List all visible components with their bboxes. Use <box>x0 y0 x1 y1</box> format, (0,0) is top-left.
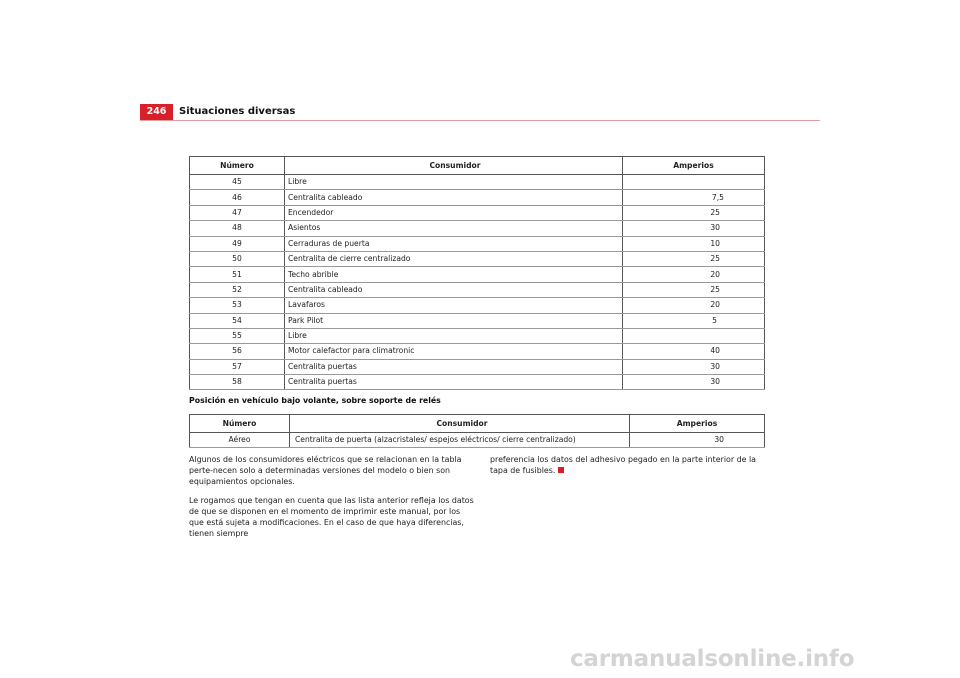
cell-amperes <box>623 328 765 343</box>
cell-number: 50 <box>190 251 285 266</box>
header-rule <box>140 120 820 121</box>
cell-consumer: Centralita puertas <box>285 375 623 390</box>
cell-consumer: Centralita cableado <box>285 190 623 205</box>
cell-consumer: Lavafaros <box>285 298 623 313</box>
table-row <box>190 328 765 343</box>
table-row <box>190 251 765 266</box>
cell-number: 54 <box>190 313 285 328</box>
note-paragraph-1: Algunos de los consumidores eléctricos que se relacionan en la tabla perte-necen solo a determinadas versiones del modelo o bien son equipamientos opcionales. <box>189 455 462 486</box>
cell-number: 52 <box>190 282 285 297</box>
cell-amperes: 25 <box>623 251 765 266</box>
cell-consumer: Encendedor <box>285 205 623 220</box>
watermark: carmanualsonline.info <box>570 646 855 672</box>
relay-table <box>189 414 765 448</box>
cell-amperes: 20 <box>623 267 765 282</box>
cell-amperes: 7,5 <box>623 190 765 205</box>
col-header-consumer: Consumidor <box>290 415 630 433</box>
table-row <box>190 267 765 282</box>
page-header <box>140 104 820 120</box>
table-row <box>190 190 765 205</box>
note-paragraph-2: Le rogamos que tengan en cuenta que las lista anterior refleja los datos de que se disponen en el momento de imprimir este manual, por los que está sujeta a modificaciones. En el caso de que haya diferencias, tienen siempre <box>189 496 474 538</box>
table-row <box>190 313 765 328</box>
notes-left-column <box>189 454 474 547</box>
cell-number: 58 <box>190 375 285 390</box>
col-header-amperes: Amperios <box>630 415 765 433</box>
cell-consumer: Centralita puertas <box>285 359 623 374</box>
cell-amperes: 10 <box>623 236 765 251</box>
notes-right-column <box>490 454 765 476</box>
table-header-row <box>190 415 765 433</box>
col-header-amperes: Amperios <box>623 157 765 175</box>
cell-consumer: Motor calefactor para climatronic <box>285 344 623 359</box>
cell-amperes: 30 <box>623 375 765 390</box>
table-row <box>190 359 765 374</box>
col-header-consumer: Consumidor <box>285 157 623 175</box>
cell-number: Aéreo <box>190 433 290 448</box>
cell-consumer: Centralita de puerta (alzacristales/ espejos eléctricos/ cierre centralizado) <box>290 433 630 448</box>
end-of-section-icon <box>558 467 564 473</box>
cell-number: 47 <box>190 205 285 220</box>
section-header-title: Situaciones diversas <box>179 106 296 117</box>
table-row <box>190 344 765 359</box>
cell-amperes: 40 <box>623 344 765 359</box>
table-row <box>190 433 765 448</box>
table-header-row <box>190 157 765 175</box>
note-paragraph-3-text: preferencia los datos del adhesivo pegado en la parte interior de la tapa de fusibles. <box>490 455 757 475</box>
table-row <box>190 282 765 297</box>
cell-consumer: Centralita de cierre centralizado <box>285 251 623 266</box>
cell-number: 55 <box>190 328 285 343</box>
cell-number: 45 <box>190 175 285 190</box>
cell-number: 46 <box>190 190 285 205</box>
cell-number: 53 <box>190 298 285 313</box>
col-header-number: Número <box>190 157 285 175</box>
cell-consumer: Asientos <box>285 221 623 236</box>
note-paragraph-3 <box>490 454 765 476</box>
cell-amperes: 30 <box>623 359 765 374</box>
cell-consumer: Centralita cableado <box>285 282 623 297</box>
table-row <box>190 205 765 220</box>
cell-consumer: Cerraduras de puerta <box>285 236 623 251</box>
table-row <box>190 298 765 313</box>
cell-amperes: 30 <box>630 433 765 448</box>
cell-amperes: 25 <box>623 205 765 220</box>
col-header-number: Número <box>190 415 290 433</box>
cell-number: 56 <box>190 344 285 359</box>
table-row <box>190 236 765 251</box>
cell-number: 48 <box>190 221 285 236</box>
cell-number: 49 <box>190 236 285 251</box>
table-row <box>190 221 765 236</box>
table-row <box>190 375 765 390</box>
fuse-table <box>189 156 765 390</box>
cell-amperes <box>623 175 765 190</box>
section-title: Posición en vehículo bajo volante, sobre soporte de relés <box>189 396 441 405</box>
cell-amperes: 25 <box>623 282 765 297</box>
cell-amperes: 5 <box>623 313 765 328</box>
cell-consumer: Libre <box>285 175 623 190</box>
cell-number: 57 <box>190 359 285 374</box>
cell-consumer: Park Pilot <box>285 313 623 328</box>
cell-amperes: 20 <box>623 298 765 313</box>
page-number: 246 <box>140 104 173 120</box>
table-row <box>190 175 765 190</box>
cell-consumer: Libre <box>285 328 623 343</box>
cell-number: 51 <box>190 267 285 282</box>
cell-amperes: 30 <box>623 221 765 236</box>
cell-consumer: Techo abrible <box>285 267 623 282</box>
